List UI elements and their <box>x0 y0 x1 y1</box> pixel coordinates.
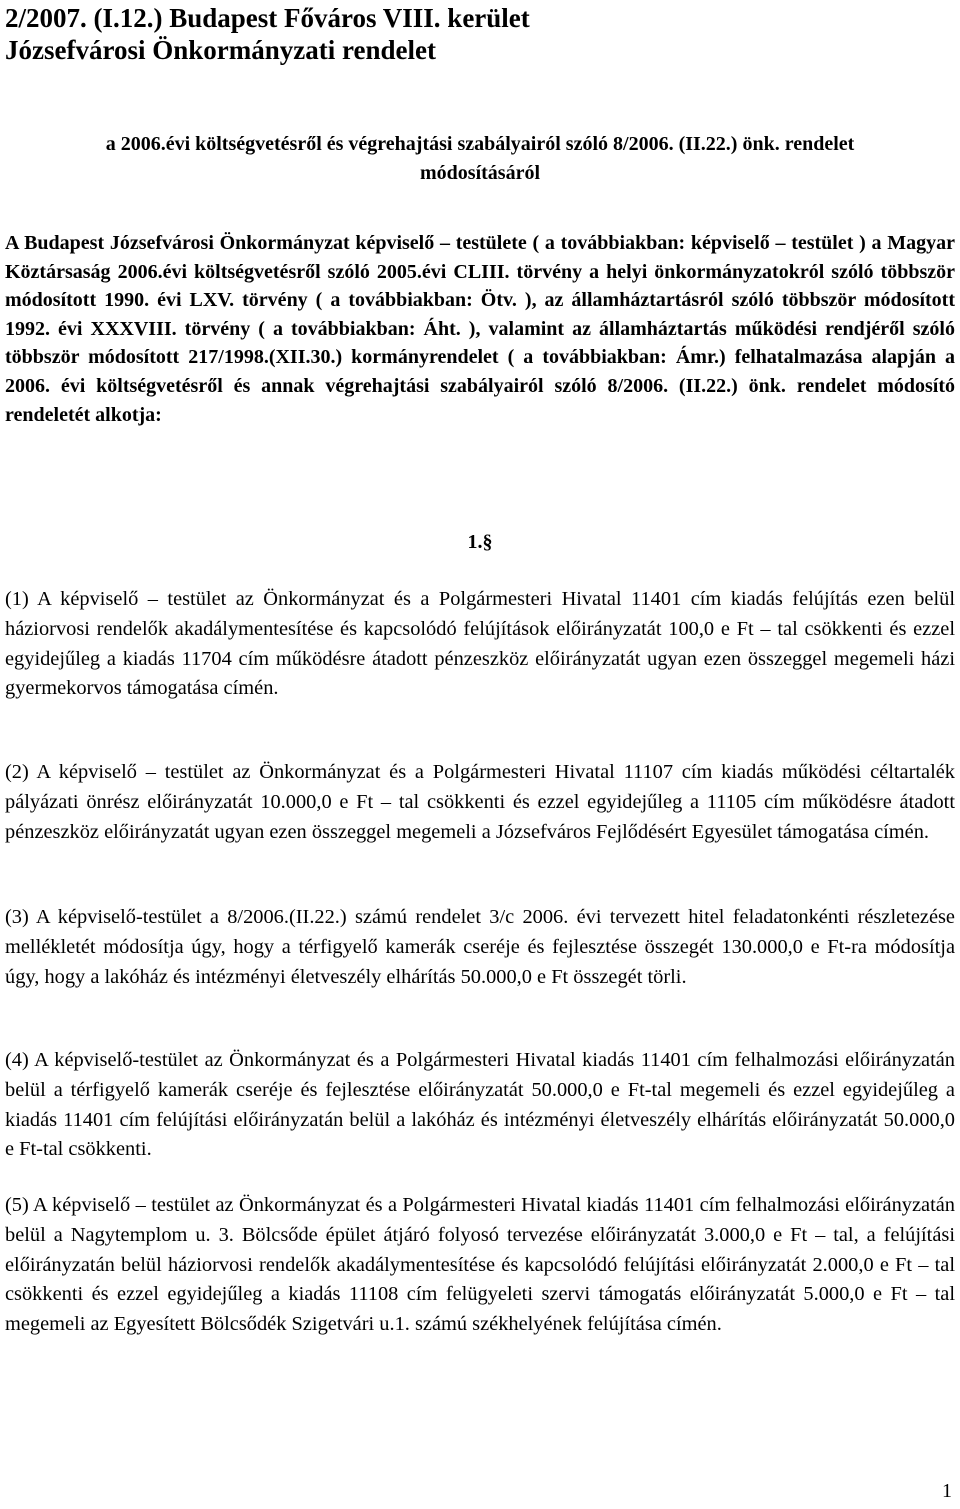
page-number: 1 <box>942 1480 952 1502</box>
subtitle-line-1: a 2006.évi költségvetésről és végrehajtási szabályairól szóló 8/2006. (II.22.) önk. rendelet <box>105 133 855 155</box>
paragraph-5: (5) A képviselő – testület az Önkormányzat és a Polgármesteri Hivatal kiadás 11401 cím felhalmozási előirányzatán belül a Nagytemplom u. 3. Bölcsőde épület átjáró folyosó tervezése előirányzatát 3.000,0 e Ft – tal, a felújítási előirányzatán belül háziorvosi rendelők akadálymentesítése és kapcsolódó felújítási előirányzatát 2.000,0 e Ft – tal csökkenti és ezzel egyidejűleg a kiadás 11108 cím felügyeleti szervi támogatás előirányzatát 5.000,0 e Ft – tal megemeli az Egyesített Bölcsődék Szigetvári u.1. számú székhelyének felújítása címén. <box>5 1194 955 1336</box>
document-title <box>5 2 530 66</box>
title-line-2: Józsefvárosi Önkormányzati rendelet <box>5 35 436 65</box>
preamble: A Budapest Józsefvárosi Önkormányzat képviselő – testülete ( a továbbiakban: képviselő – testület ) a Magyar Köztársaság 2006.évi költségvetésről szóló 2005.évi CLIII. törvény a helyi önkormányzatokról szóló többször módosított 1990. évi LXV. törvény ( a továbbiakban: Ötv. ), az államháztartásról szóló többször módosított 1992. évi XXXVIII. törvény ( a továbbiakban: Áht. ), valamint az államháztartás működési rendjéről szóló többször módosított 217/1998.(XII.30.) kormányrendelet ( a továbbiakban: Ámr.) felhatalmazása alapján a 2006. évi költségvetésről és annak végrehajtási szabályairól szóló 8/2006. (II.22.) önk. rendelet módosító rendeletét alkotja: <box>5 232 955 426</box>
document-subtitle <box>5 130 955 188</box>
paragraph-3: (3) A képviselő-testület a 8/2006.(II.22.) számú rendelet 3/c 2006. évi tervezett hitel feladatonkénti részletezése mellékletét módosítja úgy, hogy a térfigyelő kamerák cseréje és fejlesztése összegét 130.000,0 e Ft-ra módosítja úgy, hogy a lakóház és intézményi életveszély elhárítás 50.000,0 e Ft összegét törli. <box>5 906 955 988</box>
paragraph-4: (4) A képviselő-testület az Önkormányzat és a Polgármesteri Hivatal kiadás 11401 cím felhalmozási előirányzatán belül a térfigyelő kamerák cseréje és fejlesztése előirányzatát 50.000,0 e Ft-tal megemeli és ezzel egyidejűleg a kiadás 11401 cím felújítási előirányzatán belül a lakóház és intézményi életveszély elhárítás előirányzatát 50.000,0 e Ft-tal csökkenti. <box>5 1049 955 1161</box>
document-page <box>5 0 955 1509</box>
title-line-1: 2/2007. (I.12.) Budapest Főváros VIII. kerület <box>5 3 530 33</box>
subtitle-line-2: módosításáról <box>420 162 540 184</box>
paragraph-2: (2) A képviselő – testület az Önkormányzat és a Polgármesteri Hivatal 11107 cím kiadás működési céltartalék pályázati önrész előirányzatát 10.000,0 e Ft – tal csökkenti és ezzel egyidejűleg a 11105 cím működésre átadott pénzeszköz előirányzatát ugyan ezen összeggel megemeli a Józsefváros Fejlődésért Egyesület támogatása címén. <box>5 761 955 843</box>
section-number: 1.§ <box>467 531 493 553</box>
paragraph-1: (1) A képviselő – testület az Önkormányzat és a Polgármesteri Hivatal 11401 cím kiadás felújítás ezen belül háziorvosi rendelők akadálymentesítése és kapcsolódó felújítások előirányzatát 100,0 e Ft – tal csökkenti és ezzel egyidejűleg a kiadás 11704 cím működésre átadott pénzeszköz előirányzatát ugyan ezen összeggel megemeli házi gyermekorvos támogatása címén. <box>5 588 955 700</box>
